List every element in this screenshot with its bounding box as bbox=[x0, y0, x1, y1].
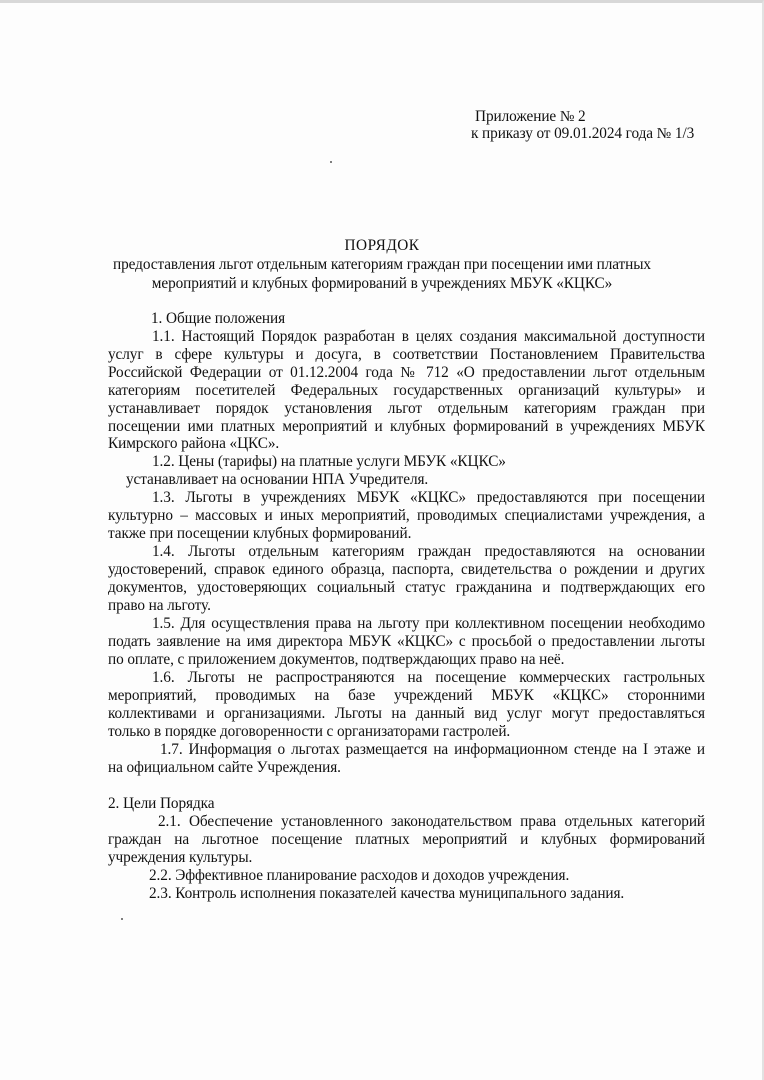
paragraph-1-4-line: 1.4. Льготы отдельным категориям граждан предоставляются на основании bbox=[152, 543, 705, 560]
paragraph-1-3-line: культурно – массовых и иных мероприятий, проводимых специалистами учреждения, а bbox=[108, 507, 705, 524]
paragraph-1-4-line: документов, удостоверяющих социальный статус гражданина и подтверждающих его bbox=[108, 579, 705, 596]
paragraph-1-1-line: Российской Федерации от 01.12.2004 года № 712 «О предоставлении льгот отдельным bbox=[108, 364, 705, 381]
paragraph-1-3-line: 1.3. Льготы в учреждениях МБУК «КЦКС» предоставляются при посещении bbox=[152, 489, 705, 506]
paragraph-1-4-line: удостоверений, справок единого образца, паспорта, свидетельства о рождении и других bbox=[108, 561, 705, 578]
paragraph-1-1-line: устанавливает порядок установления льгот отдельным категориям граждан при bbox=[108, 400, 705, 417]
scan-speck bbox=[330, 161, 332, 163]
paragraph-1-5-line: по оплате, с приложением документов, подтверждающих право на неё. bbox=[108, 651, 565, 668]
paragraph-1-6-line: коллективами и организациями. Льготы на данный вид услуг могут предоставляться bbox=[108, 705, 705, 722]
paragraph-1-1-line: 1.1. Настоящий Порядок разработан в целях создания максимальной доступности bbox=[152, 328, 705, 345]
document-subtitle-line-2: мероприятий и клубных формирований в учреждениях МБУК «КЦКС» bbox=[151, 275, 613, 292]
scan-speck bbox=[121, 918, 123, 920]
paragraph-2-1-line: учреждения культуры. bbox=[108, 849, 253, 866]
appendix-label: Приложение № 2 bbox=[475, 108, 586, 125]
paragraph-1-1-line: категориям посетителей Федеральных государственных организаций культуры» и bbox=[108, 382, 705, 399]
section-2-heading: 2. Цели Порядка bbox=[108, 795, 215, 812]
paragraph-1-6-line: 1.6. Льготы не распространяются на посещение коммерческих гастрольных bbox=[152, 669, 705, 686]
paragraph-2-2: 2.2. Эффективное планирование расходов и доходов учреждения. bbox=[149, 867, 570, 884]
paragraph-1-4-line: право на льготу. bbox=[108, 597, 211, 614]
order-reference: к приказу от 09.01.2024 года № 1/3 bbox=[471, 125, 695, 142]
paragraph-2-1-line: 2.1. Обеспечение установленного законодательством права отдельных категорий bbox=[158, 813, 705, 830]
section-1-heading: 1. Общие положения bbox=[151, 310, 286, 327]
paragraph-1-1-line: посещении ими платных мероприятий и клубных формирований в учреждениях МБУК bbox=[108, 418, 705, 435]
paragraph-1-7-line: на официальном сайте Учреждения. bbox=[108, 759, 341, 776]
paragraph-1-5-line: подать заявление на имя директора МБУК «КЦКС» с просьбой о предоставлении льготы bbox=[108, 633, 705, 650]
paragraph-1-3-line: также при посещении клубных формирований. bbox=[108, 525, 412, 542]
paragraph-1-1-line: Кимрского района «ЦКС». bbox=[108, 435, 280, 452]
paragraph-1-6-line: только в порядке договоренности с организаторами гастролей. bbox=[108, 723, 511, 740]
paragraph-1-2-line: 1.2. Цены (тарифы) на платные услуги МБУК «КЦКС» bbox=[152, 453, 506, 470]
paragraph-1-2-line: устанавливает на основании НПА Учредителя. bbox=[126, 471, 429, 488]
paragraph-1-5-line: 1.5. Для осуществления права на льготу при коллективном посещении необходимо bbox=[152, 615, 705, 632]
paragraph-1-7-line: 1.7. Информация о льготах размещается на информационном стенде на I этаже и bbox=[160, 741, 705, 758]
paragraph-2-3: 2.3. Контроль исполнения показателей качества муниципального задания. bbox=[149, 885, 625, 902]
document-title: ПОРЯДОК bbox=[344, 237, 420, 254]
document-subtitle-line-1: предоставления льгот отдельным категориям граждан при посещении ими платных bbox=[113, 256, 651, 273]
paragraph-1-6-line: мероприятий, проводимых на базе учреждений МБУК «КЦКС» сторонними bbox=[108, 687, 705, 704]
paragraph-2-1-line: граждан на льготное посещение платных мероприятий и клубных формирований bbox=[108, 831, 705, 848]
paragraph-1-1-line: услуг в сфере культуры и досуга, в соответствии Постановлением Правительства bbox=[108, 346, 705, 363]
